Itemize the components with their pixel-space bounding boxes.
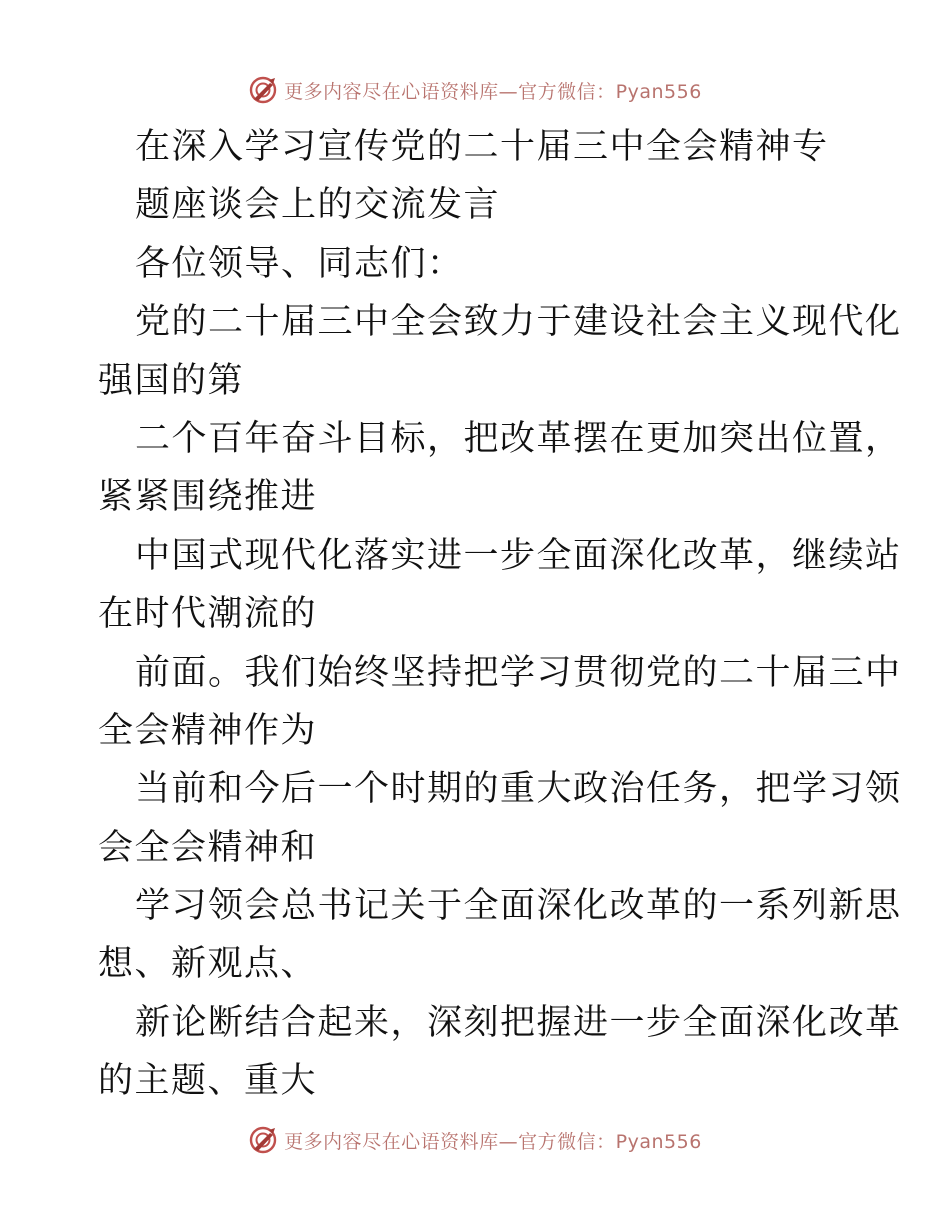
- document-body: [98, 118, 902, 1111]
- paragraph-line: 想、新观点、: [98, 944, 318, 985]
- paragraph-line: 的主题、重大: [98, 1061, 318, 1102]
- paragraph-line: 紧紧围绕推进: [98, 477, 318, 518]
- salutation: 各位领导、同志们：: [135, 243, 464, 284]
- title-line-1: 在深入学习宣传党的二十届三中全会精神专: [135, 127, 829, 167]
- paragraph-line: 二个百年奋斗目标，把改革摆在更加突出位置，: [135, 418, 902, 459]
- brand-logo-icon: [248, 1125, 278, 1155]
- paragraph-line: 新论断结合起来，深刻把握进一步全面深化改革: [135, 1002, 902, 1043]
- paragraph-line: 会全会精神和: [98, 827, 318, 868]
- title-line-2: 题座谈会上的交流发言: [135, 185, 501, 226]
- footer-watermark-banner: [0, 1120, 950, 1160]
- paragraph-line: 党的二十届三中全会致力于建设社会主义现代化: [135, 302, 902, 343]
- header-watermark-banner: [0, 70, 950, 110]
- watermark-text: 更多内容尽在心语资料库—官方微信：Pyan556: [284, 1130, 702, 1153]
- watermark-text: 更多内容尽在心语资料库—官方微信：Pyan556: [284, 80, 702, 103]
- paragraph-line: 全会精神作为: [98, 710, 318, 751]
- brand-logo-icon: [248, 75, 278, 105]
- paragraph-line: 当前和今后一个时期的重大政治任务，把学习领: [135, 769, 902, 810]
- paragraph-line: 强国的第: [98, 360, 245, 401]
- paragraph-line: 在时代潮流的: [98, 594, 318, 635]
- paragraph-line: 中国式现代化落实进一步全面深化改革，继续站: [135, 535, 902, 576]
- paragraph-line: 学习领会总书记关于全面深化改革的一系列新思: [135, 886, 902, 927]
- paragraph-line: 前面。我们始终坚持把学习贯彻党的二十届三中: [135, 652, 902, 693]
